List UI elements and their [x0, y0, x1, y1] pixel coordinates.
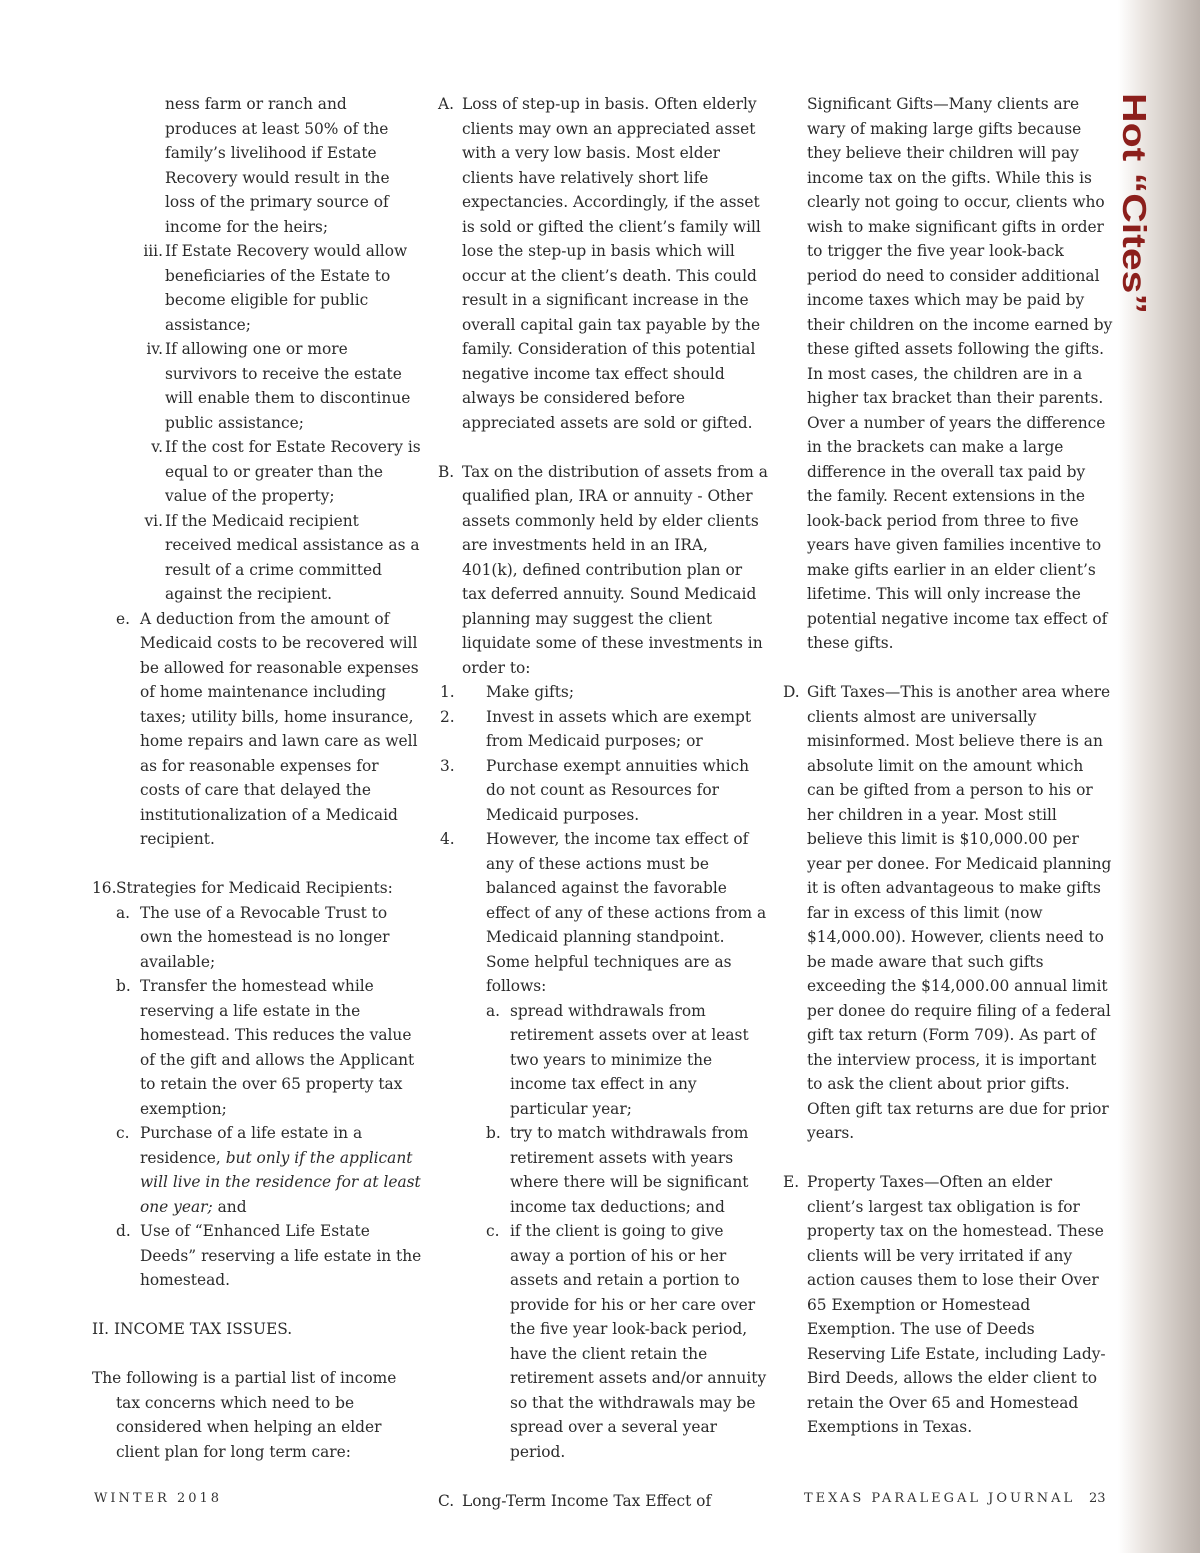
list-item-B: B. Tax on the distribution of assets from a qualified plan, IRA or annuity - Other assets commonly held by elder clients are investments held in an IRA, 401(k), defined contribution plan or tax deferred annuity. Sound Medicaid planning may suggest the client liquidate some of these investments in order to: [438, 462, 768, 677]
page-number: 23 [1089, 1491, 1106, 1506]
list-item: iii. If Estate Recovery would allow beneficiaries of the Estate to become eligible for public assistance; [143, 242, 408, 334]
list-item: 2. Invest in assets which are exempt from Medicaid purposes; or [440, 707, 752, 750]
list-item: d. Use of “Enhanced Life Estate Deeds” reserving a life estate in the homestead. [116, 1222, 422, 1289]
list-item-e: e. A deduction from the amount of Medicaid costs to be recovered will be allowed for reasonable expenses of home maintenance including taxes; utility bills, home insurance, home repairs and lawn care as well as for reasonable expenses for costs of care that delayed the institutionalization of a Medicaid recipient. [116, 609, 419, 848]
list-item: 4. However, the income tax effect of any of these actions must be balanced against the favorable effect of any of these actions from a Medicaid planning standpoint. Some helpful techniques are as follows: [440, 830, 767, 995]
footer-journal: TEXAS PARALEGAL JOURNAL [804, 1491, 1076, 1506]
section-heading: II. INCOME TAX ISSUES. [92, 1320, 293, 1338]
section-title: Hot “Cites” [1115, 93, 1154, 314]
list-item-C: C. Long-Term Income Tax Effect of [438, 1491, 712, 1510]
list-item-E: E. Property Taxes—Often an elder client’s largest tax obligation is for property tax on the homestead. These clients will be very irritated if any action causes them to lose their Over 65 Exemption or Homestead Exemption. The use of Deeds Reserving Life Estate, including Lady-Bird Deeds, allows the elder client to retain the Over 65 and Homestead Exemptions in Texas. [783, 1173, 1106, 1436]
list-item-A: A. Loss of step-up in basis. Often elderly clients may own an appreciated asset with a very low basis. Most elder clients have relatively short life expectancies. Accordingly, if the asset is sold or gifted the client’s family will lose the step-up in basis which will occur at the client’s death. This could result in a significant increase in the overall capital gain tax payable by the family. Consideration of this potential negative income tax effect should always be considered before appreciated assets are sold or gifted. [438, 95, 761, 432]
list-item: c. if the client is going to give away a portion of his or her assets and retain a portion to provide for his or her care over the five year look-back period, have the client retain the retirement assets and/or annuity so that the withdrawals may be spread over a several year period. [486, 1222, 767, 1461]
list-item: c. Purchase of a life estate in a residence, but only if the applicant will live in the residence for at least one year; and [116, 1124, 421, 1216]
list-item-D: D. Gift Taxes—This is another area where clients almost are universally misinformed. Most believe there is an absolute limit on the amount which can be gifted from a person to his or her children in a year. Most still believe this limit is $10,000.00 per year per donee. For Medicaid planning it is often advantageous to make gifts far in excess of this limit (now $14,000.00). However, clients need to be made aware that such gifts exceeding the $14,000.00 annual limit per donee do require filing of a federal gift tax return (Form 709). As part of the interview process, it is important to ask the client about prior gifts. Often gift tax returns are due for prior years. [783, 683, 1112, 1142]
list-item: v. If the cost for Estate Recovery is equal to or greater than the value of the property; [151, 438, 421, 505]
column-2 [438, 92, 768, 1513]
intro-paragraph: The following is a partial list of income tax concerns which need to be considered when helping an elder client plan for long term care: [92, 1369, 397, 1461]
column-1 [92, 92, 422, 1464]
continued-text: ness farm or ranch and produces at least 50% of the family’s livelihood if Estate Recovery would result in the loss of the primary source of income for the heirs; [165, 95, 390, 236]
list-item-16: 16. Strategies for Medicaid Recipients: [92, 879, 393, 897]
list-item: b. Transfer the homestead while reserving a life estate in the homestead. This reduces the value of the gift and allows the Applicant to retain the over 65 property tax exemption; [116, 977, 415, 1118]
continued-text: Significant Gifts—Many clients are wary of making large gifts because they believe their children will pay income tax on the gifts. While this is clearly not going to occur, clients who wish to make significant gifts in order to trigger the five year look-back period do need to consider additional income taxes which may be paid by their children on the income earned by these gifted assets following the gifts. In most cases, the children are in a higher tax bracket than their parents. Over a number of years the difference in the brackets can make a large difference in the overall tax paid by the family. Recent extensions in the look-back period from three to five years have given families incentive to make gifts earlier in an elder client’s lifetime. This will only increase the potential negative income tax effect of these gifts. [807, 95, 1113, 652]
footer-issue: WINTER 2018 [94, 1491, 223, 1506]
list-item: 3. Purchase exempt annuities which do not count as Resources for Medicaid purposes. [440, 756, 750, 824]
list-item: a. The use of a Revocable Trust to own the homestead is no longer available; [116, 903, 390, 971]
list-item: a. spread withdrawals from retirement assets over at least two years to minimize the income tax effect in any particular year; [486, 1001, 749, 1118]
column-3 [783, 92, 1113, 1440]
list-item: b. try to match withdrawals from retirement assets with years where there will be significant income tax deductions; and [486, 1124, 749, 1216]
list-item: vi. If the Medicaid recipient received medical assistance as a result of a crime committed against the recipient. [144, 511, 420, 603]
list-item: 1. Make gifts; [440, 683, 575, 701]
list-item: iv. If allowing one or more survivors to receive the estate will enable them to discontinue public assistance; [146, 340, 411, 432]
